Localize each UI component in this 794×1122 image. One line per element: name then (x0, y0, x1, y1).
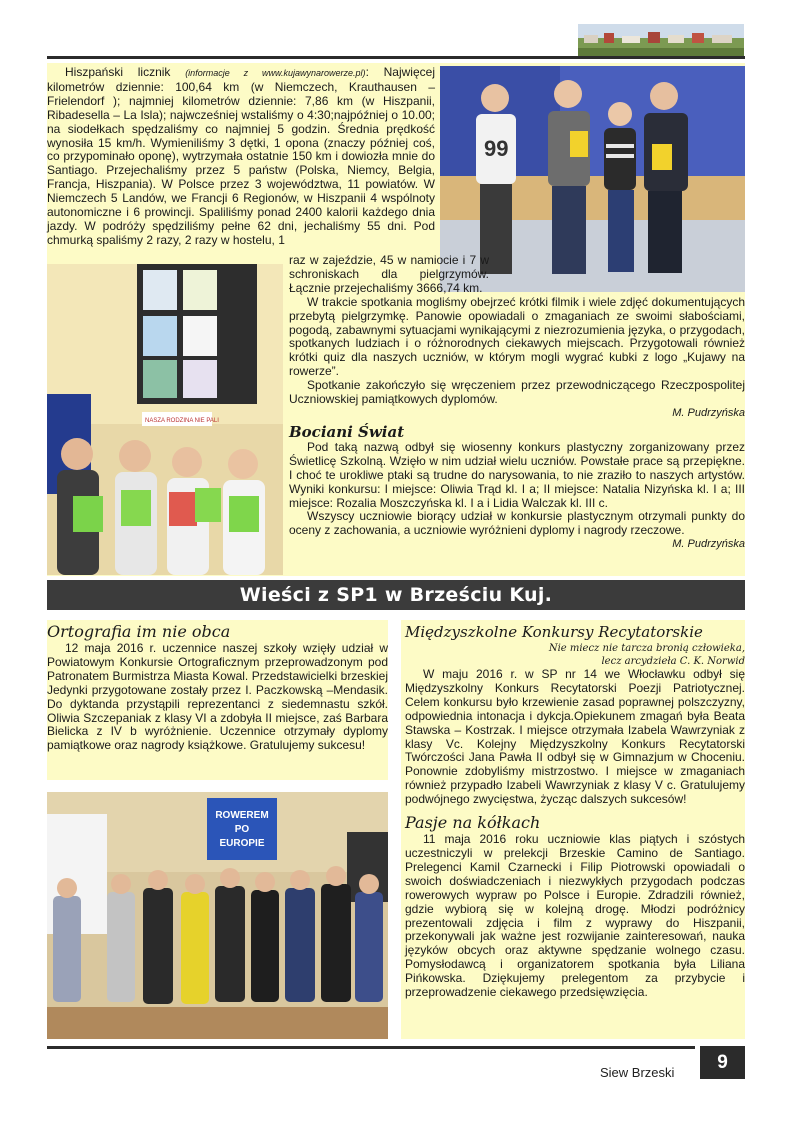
ortografia-section (47, 622, 388, 753)
bociani-paragraph-1: Pod taką nazwą odbył się wiosenny konkurs plastyczny zorganizowany przez Świetlicę Szkolną. Wzięło w nim udział wielu uczniów. Powstałe prace są przepiękne. I choć te urokliwe ptaki są trudne do narysowania, to nie zraziło to naszych artystów. Wyniki konkursu: I miejsce: Oliwia Trąd kl. I a; II miejsce: Natalia Nizyńska kl. I a; III miejsce: Rozalia Moszczyńska kl. I a i Lidia Walczak kl. III c. (289, 439, 745, 510)
lead-source: (informacje z www.kujawynarowerze.pl) (185, 68, 366, 78)
lead-label: Hiszpański licznik (65, 65, 171, 79)
quote-line-1: Nie miecz nie tarcza bronią człowieka, (548, 643, 745, 654)
banner-line-3: EUROPIE (219, 838, 265, 849)
recytatorskie-section (405, 622, 745, 1000)
photo-classroom-group (47, 792, 388, 1039)
header-village-photo (578, 24, 744, 56)
quote-line-2: lecz arcydzieła C. K. Norwid (601, 656, 745, 667)
ortografia-heading: Ortografia im nie obca (47, 622, 231, 641)
bociani-paragraph-2: Wszyscy uczniowie biorący udział w konkursie plastycznym otrzymali punkty do oceny z zachowania, a uczniowie wyróżnieni dyplomy i nagrody rzeczowe. (289, 509, 745, 538)
top-article-text-lower (289, 254, 745, 552)
header-rule (47, 56, 745, 59)
banner-line-1: ROWEREM (215, 810, 269, 821)
bociani-heading: Bociani Świat (289, 422, 405, 441)
closing-paragraph: Spotkanie zakończyło się wręczeniem przez przewodniczącego Rzeczpospolitej Uczniowskiej pamiątkowych dyplomów. (289, 378, 745, 407)
lead-text: : Najwięcej kilometrów dziennie: 100,64 km (w Niemczech, Krauthausen – Frielendorf ); najmniej kilometrów dziennie: 7,86 km (w Hiszpanii, Ribadesella – La Isla); najwcześniej wstaliśmy o 4:30;najpóźniej o 10.00; na siodełkach spędzaliśmy co najmniej 5 godzin. Średnia prędkość wynosiła 15 km/h. Wymieniliśmy 3 dętki, 1 opona (znaczy później coś, co przypominało oponę), wytrzymała ostatnie 150 km i dowiozła mnie do Santiago. Przejechaliśmy przez 5 państw (Polska, Niemcy, Belgia, Francja, Hiszpania). W Polsce przez 3 województwa, 11 powiatów. W Niemczech 5 Landów, we Francji 6 Regionów, w Hiszpanii 4 wspólnoty autonomiczne i 6 prowincji. Spaliliśmy ponad 2400 kalorii każdego dnia jazdy. W podróży spędziliśmy pełne 62 dni, jechaliśmy 55 dni. Pod chmurką spaliśmy 2 razy, 2 razy w hostelu, 1 (47, 65, 435, 247)
footer-rule (47, 1046, 695, 1049)
meeting-paragraph: W trakcie spotkania mogliśmy obejrzeć krótki filmik i wiele zdjęć dokumentujących przebytą pielgrzymkę. Panowie opowiadali o zmaganiach ze swoimi słabościami, pogodą, zabawnymi sytuacjami wynikającymi z niezrozumienia języka, o przygodach, spotkanych ludziach i o różnorodnych ciekawych miejscach. Przygotowali również krótki quiz dla naszych uczniów, w którym mogli wygrać kubki z logo „Kujawy na rowerze”. (289, 294, 745, 379)
ortografia-paragraph: 12 maja 2016 r. uczennice naszej szkoły wzięły udział w Powiatowym Konkursie Ortograficznym przeprowadzonym pod Patronatem Burmistrza Miasta Kowal. Przedstawicielki brzeskiej Jedynki przygotowane zostały przez I. Paczkowską –Mendasik. Do dyktanda przystąpili reprezentanci z siedemnastu szkół. Oliwia Szczepaniak z klasy VI a zdobyła II miejsce, zaś Barbara Bielicka z IV b wyróżnienie. Uczennice otrzymały dyplomy pamiątkowe oraz nagrody książkowe. Gratulujemy sukcesu! (47, 641, 388, 753)
shirt-number: 99 (484, 136, 509, 161)
art-sign-text: NASZA RODZINA NIE PALI (145, 418, 219, 424)
pasje-paragraph: 11 maja 2016 roku uczniowie klas piątych i szóstych uczestniczyli w prelekcji Brzeskie Camino de Santiago. Prelegenci Kamil Czarnecki i Filip Piotrowski opowiadali o swoich doświadczeniach i niezwykłych przygodach podczas rowerowych wypraw po Polsce i Europie. Zdradzili również, gdzie wybiorą się w kolejną drogę. Młodzi podróżnicy prezentowali zdjęcia i film z wyprawy do Hiszpanii, przekonywali jak ważne jest rozwijanie zainteresowań, nauka języków obcych oraz aktywne spędzanie wolnego czasu. Pomysłodawcą i organizatorem spotkania była Liliana Pińkowska. Dziękujemy prelegentom za przybycie i przeprowadzenie ciekawego przedsięwzięcia. (405, 832, 745, 1000)
top-article-signature: M. Pudrzyńska (672, 406, 745, 419)
recytatorskie-paragraph: W maju 2016 r. w SP nr 14 we Włocławku odbył się Międzyszkolny Konkurs Recytatorski Poezji Patriotycznej. Celem konkursu było krzewienie zasad poprawnej polszczyzny, odpowiednia intonacja i dykcja.Opiekunem zmagań była Beata Stawska – Kostrzak. I miejsce otrzymała Izabela Wawrzyniak z klasy Vc. Kolejny Międzyszkolny Konkurs Recytatorski Twórczości Jana Pawła II odbył się w Gimnazjum w Choceniu. Ponownie zdobyliśmy mistrzostwo. I miejsce w zmaganiach również przypadło Izabeli Wawrzyniak z klasy V c. Gratulujemy podwójnego zwycięstwa, życząc dalszych sukcesów! (405, 667, 745, 807)
top-article-text-upper (47, 66, 435, 248)
section-banner: Wieści z SP1 w Brześciu Kuj. (47, 580, 745, 610)
photo-girls-diplomas (47, 264, 283, 575)
page-number: 9 (700, 1046, 745, 1079)
recytatorskie-heading: Międzyszkolne Konkursy Recytatorskie (405, 623, 703, 641)
banner-line-2: PO (234, 824, 250, 835)
footer-publication-name: Siew Brzeski (600, 1065, 675, 1080)
bociani-signature: M. Pudrzyńska (672, 538, 745, 551)
pasje-heading: Pasje na kółkach (405, 813, 541, 833)
lead-continuation: raz w zajeździe, 45 w namiocie i 7 w schroniskach dla pielgrzymów. Łącznie przejechaliśmy 3666,74 km. (289, 253, 489, 295)
